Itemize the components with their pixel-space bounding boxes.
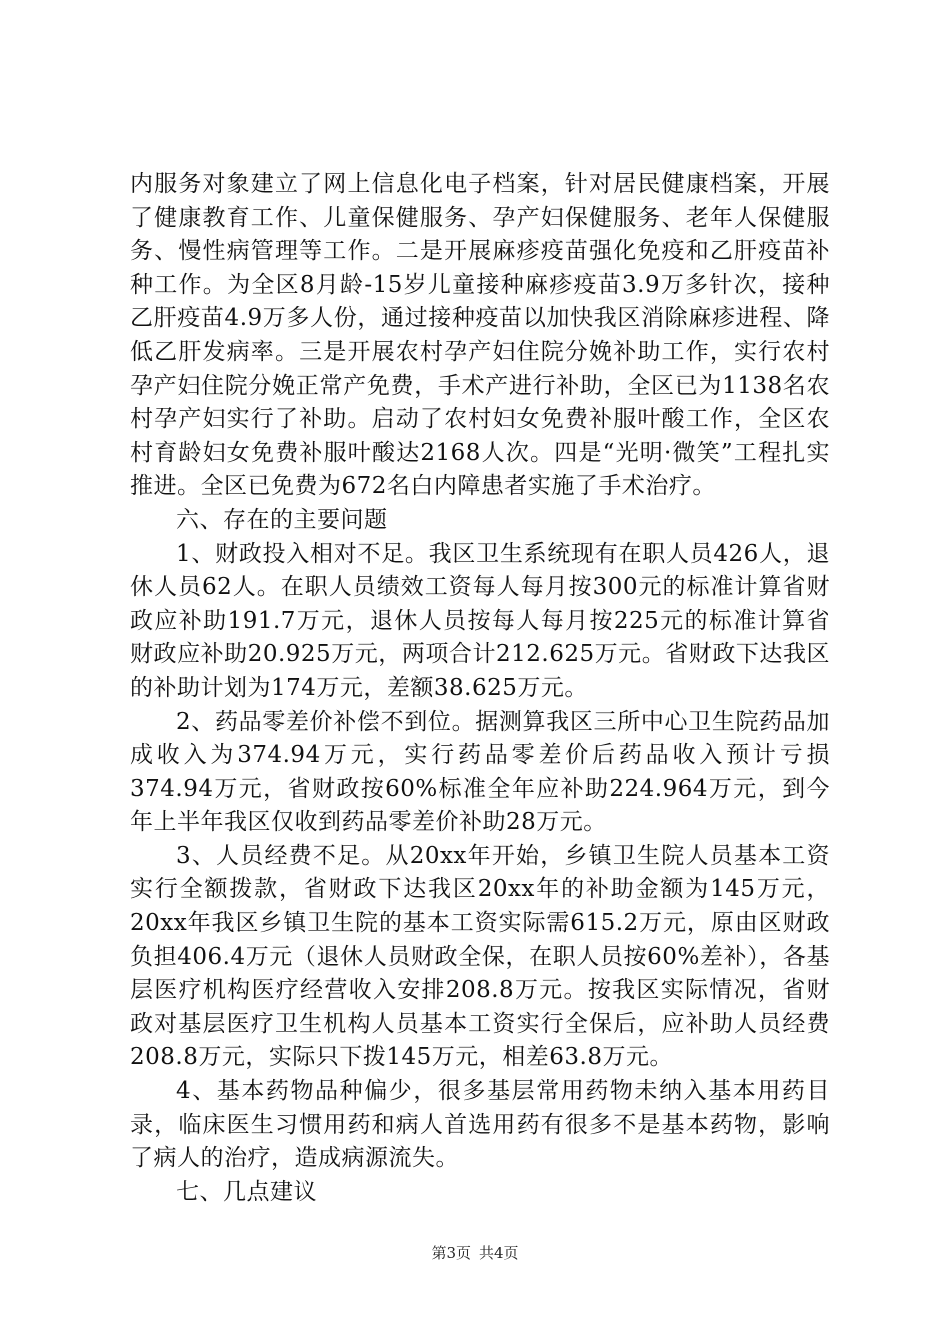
page-number: 第3页 bbox=[431, 1244, 471, 1262]
paragraph-problem-2: 2、药品零差价补偿不到位。据测算我区三所中心卫生院药品加成收入为374.94万元，实行药品零差价后药品收入预计亏损374.94万元，省财政按60%标准全年应补助224.964万元，到今年上半年我区仅收到药品零差价补助28万元。 bbox=[130, 708, 830, 836]
document-body bbox=[130, 168, 830, 1209]
paragraph-problem-1: 1、财政投入相对不足。我区卫生系统现有在职人员426人，退休人员62人。在职人员绩效工资每人每月按300元的标准计算省财政应补助191.7万元，退休人员按每人每月按225元的标准计算省财政应补助20.925万元，两项合计212.625万元。省财政下达我区的补助计划为174万元，差额38.625万元。 bbox=[130, 540, 830, 701]
paragraph-problem-3: 3、人员经费不足。从20xx年开始，乡镇卫生院人员基本工资实行全额拨款，省财政下达我区20xx年的补助金额为145万元，20xx年我区乡镇卫生院的基本工资实际需615.2万元，原由区财政负担406.4万元（退休人员财政全保，在职人员按60%差补），各基层医疗机构医疗经营收入安排208.8万元。按我区实际情况，省财政对基层医疗卫生机构人员基本工资实行全保后，应补助人员经费208.8万元，实际只下拨145万元，相差63.8万元。 bbox=[130, 842, 830, 1071]
paragraph-continuation: 内服务对象建立了网上信息化电子档案，针对居民健康档案，开展了健康教育工作、儿童保健服务、孕产妇保健服务、老年人保健服务、慢性病管理等工作。二是开展麻疹疫苗强化免疫和乙肝疫苗补种工作。为全区8月龄-15岁儿童接种麻疹疫苗3.9万多针次，接种乙肝疫苗4.9万多人份，通过接种疫苗以加快我区消除麻疹进程、降低乙肝发病率。三是开展农村孕产妇住院分娩补助工作，实行农村孕产妇住院分娩正常产免费，手术产进行补助，全区已为1138名农村孕产妇实行了补助。启动了农村妇女免费补服叶酸工作，全区农村育龄妇女免费补服叶酸达2168人次。四是“光明·微笑”工程扎实推进。全区已免费为672名白内障患者实施了手术治疗。 bbox=[130, 171, 830, 500]
page-footer bbox=[0, 1243, 950, 1263]
section-heading-problems: 六、存在的主要问题 bbox=[176, 506, 388, 533]
page-total: 共4页 bbox=[479, 1244, 519, 1262]
paragraph-problem-4: 4、基本药物品种偏少，很多基层常用药物未纳入基本用药目录，临床医生习惯用药和病人首选用药有很多不是基本药物，影响了病人的治疗，造成病源流失。 bbox=[130, 1078, 830, 1172]
section-heading-suggestions: 七、几点建议 bbox=[176, 1178, 317, 1205]
